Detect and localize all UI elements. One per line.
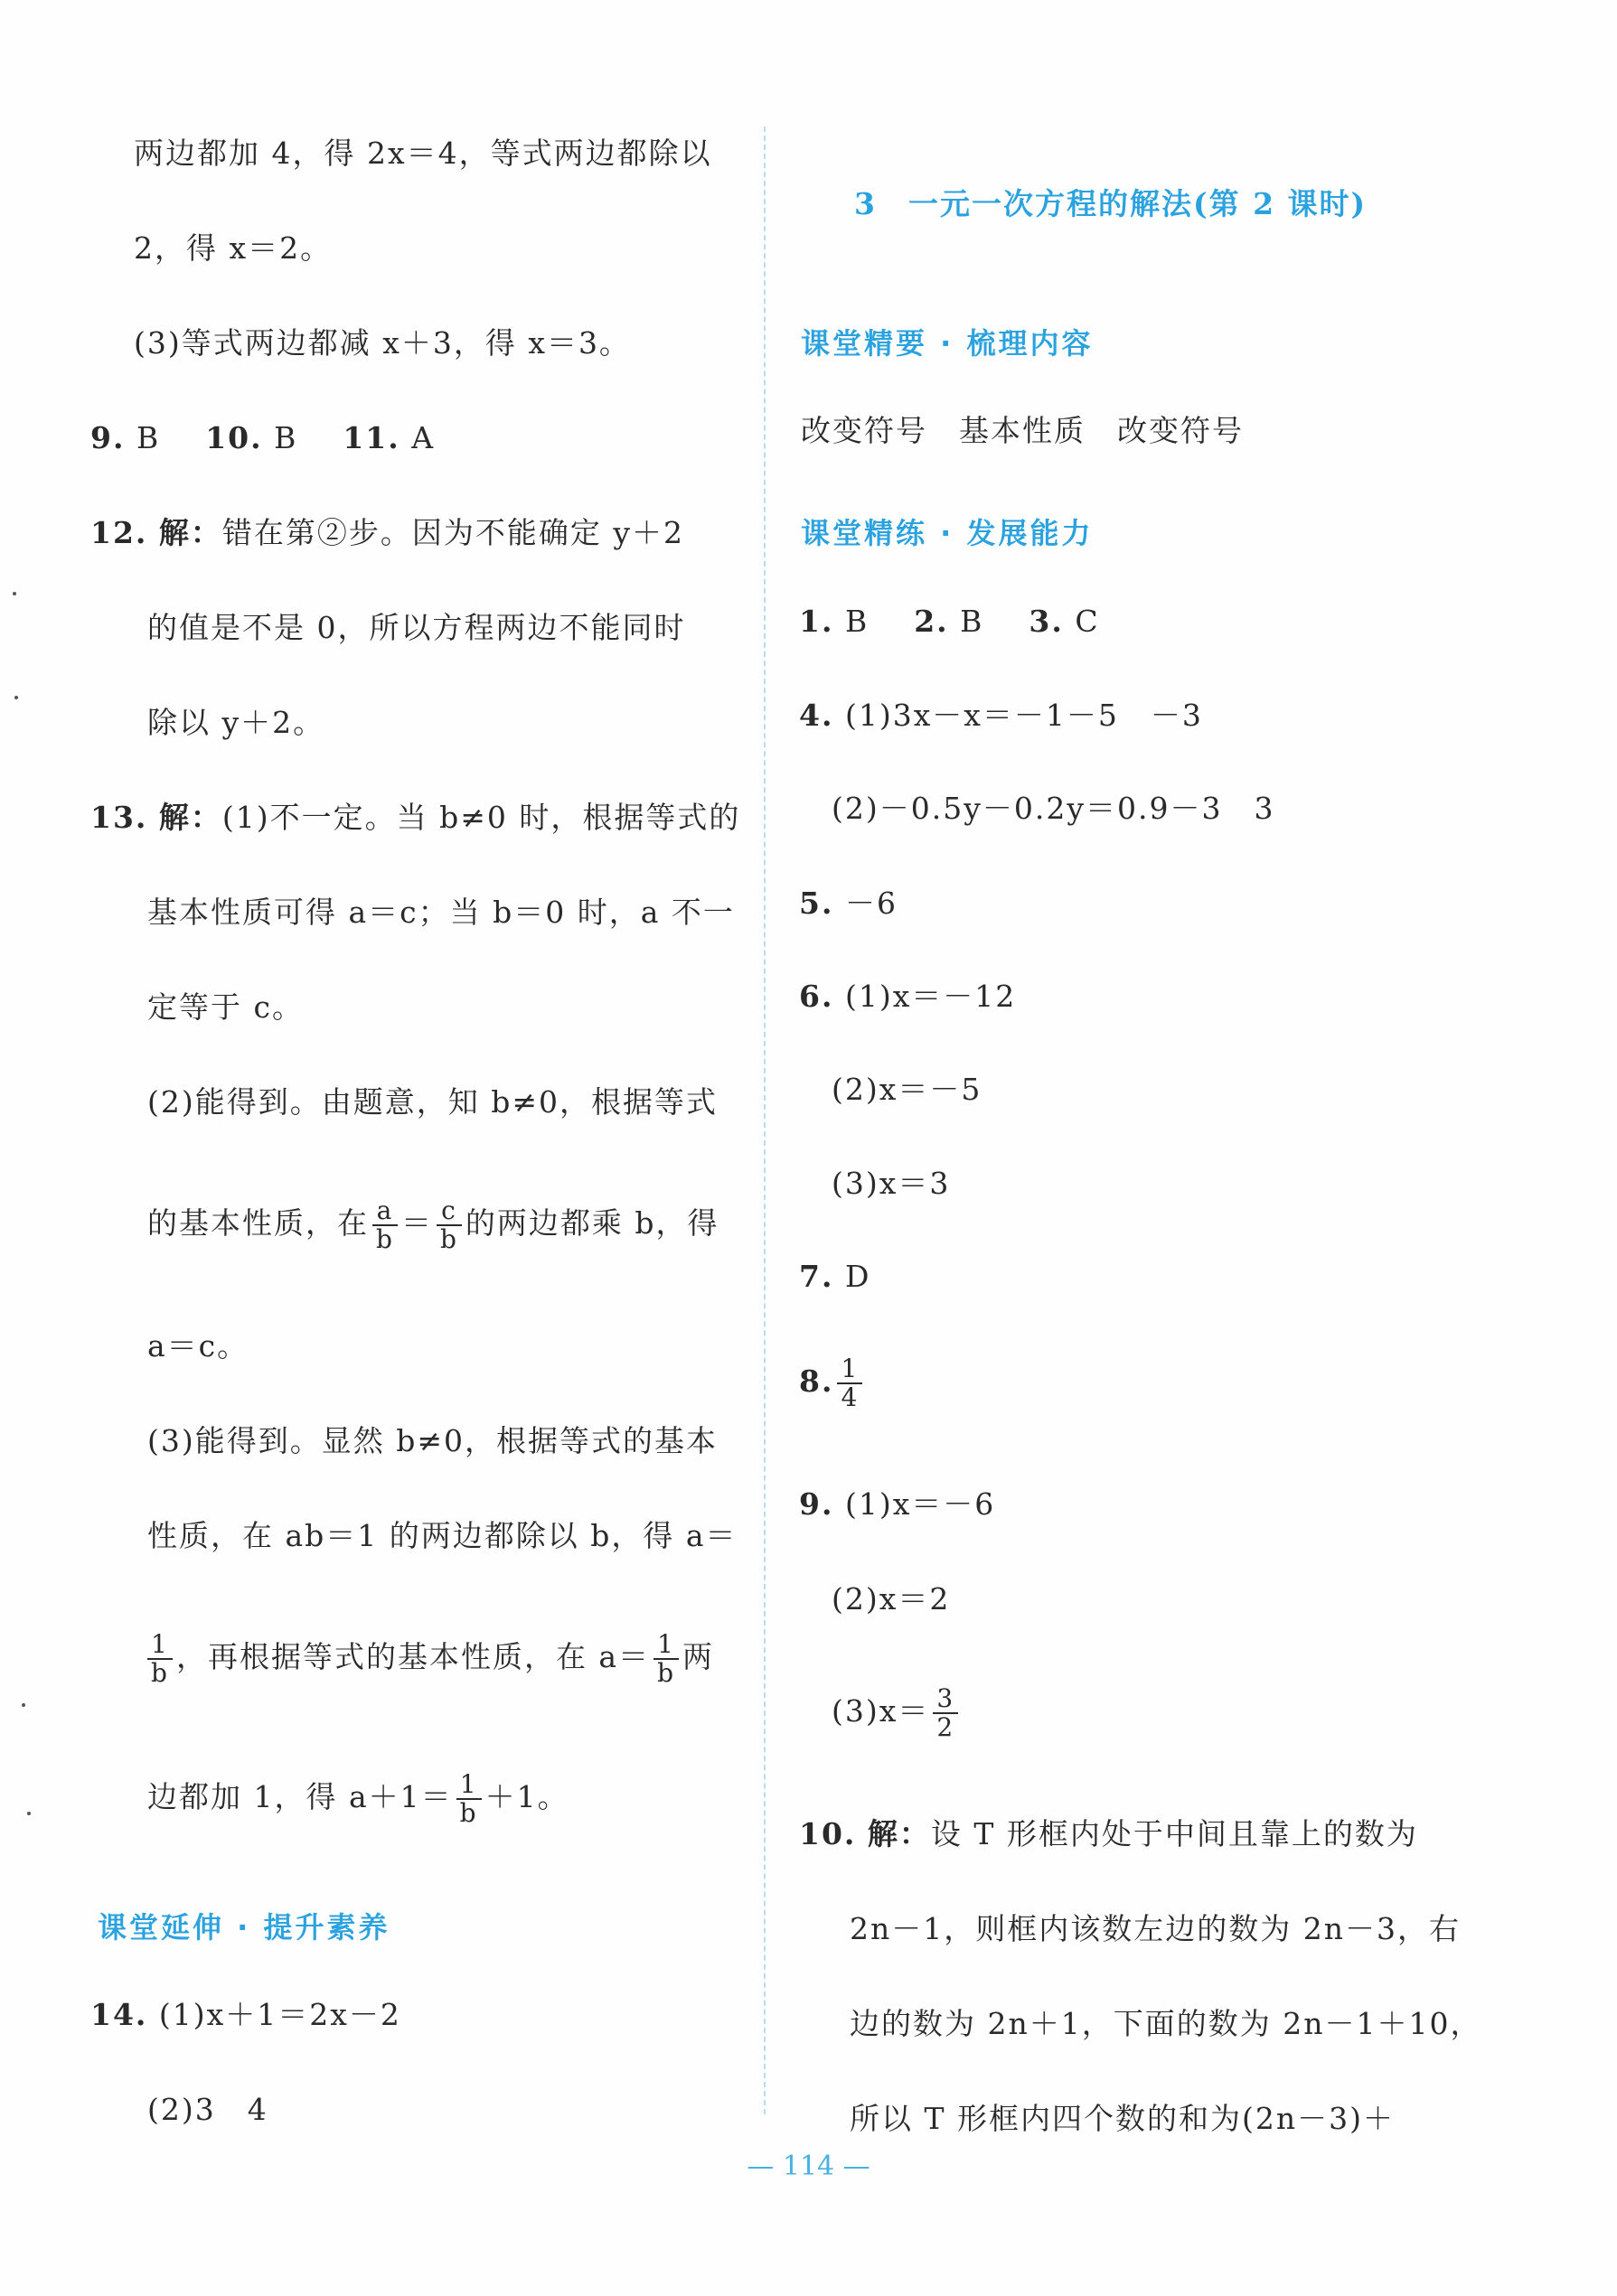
question-5 bbox=[799, 886, 898, 922]
key-answers: 改变符号 基本性质 改变符号 bbox=[801, 413, 1244, 448]
text-line: a＝c。 bbox=[147, 1328, 249, 1364]
question-number: 10. bbox=[799, 1816, 857, 1851]
numerator: 1 bbox=[657, 1629, 675, 1659]
text-line: 定等于 c。 bbox=[147, 989, 304, 1025]
text-segment: (3)x＝ bbox=[832, 1693, 930, 1729]
question-4 bbox=[799, 698, 1203, 734]
question-number: 4. bbox=[799, 698, 834, 733]
text-segment: 的两边都乘 b，得 bbox=[465, 1205, 719, 1241]
scan-speck bbox=[27, 1812, 31, 1815]
question-7 bbox=[799, 1259, 870, 1295]
text-line: (1)x＝－6 bbox=[844, 1486, 996, 1522]
question-number: 5. bbox=[799, 886, 834, 921]
numerator: a bbox=[376, 1195, 394, 1225]
question-number: 1. bbox=[799, 604, 834, 639]
question-number: 12. bbox=[90, 515, 148, 550]
text-line: (3)x＝3 bbox=[832, 1166, 951, 1201]
denominator: 4 bbox=[837, 1382, 862, 1411]
numerator: 1 bbox=[841, 1354, 860, 1383]
question-8 bbox=[799, 1355, 866, 1411]
text-line: 性质，在 ab＝1 的两边都除以 b，得 a＝ bbox=[147, 1518, 738, 1553]
question-number: 2. bbox=[914, 604, 949, 639]
text-line: 所以 T 形框内四个数的和为(2n－3)＋ bbox=[850, 2101, 1395, 2136]
text-line: 错在第②步。因为不能确定 y＋2 bbox=[221, 515, 685, 550]
scan-speck bbox=[14, 696, 18, 699]
solution-label: 解： bbox=[867, 1816, 931, 1851]
question-10 bbox=[799, 1816, 1418, 1852]
text-line: (3)等式两边都减 x＋3，得 x＝3。 bbox=[134, 325, 631, 361]
answer: B bbox=[136, 420, 161, 455]
text-line: 边的数为 2n＋1，下面的数为 2n－1＋10， bbox=[850, 2006, 1482, 2041]
denominator: b bbox=[653, 1658, 679, 1687]
question-number: 7. bbox=[799, 1259, 834, 1294]
answer: B bbox=[274, 420, 298, 455]
answer: B bbox=[960, 604, 984, 639]
denominator: 2 bbox=[933, 1712, 958, 1741]
denominator: b bbox=[437, 1224, 462, 1253]
denominator: b bbox=[147, 1658, 173, 1687]
question-6 bbox=[799, 979, 1016, 1015]
text-segment: 两 bbox=[682, 1639, 715, 1674]
text-line: 除以 y＋2。 bbox=[147, 705, 325, 740]
numerator: c bbox=[441, 1195, 457, 1225]
fraction bbox=[372, 1197, 398, 1253]
lesson-title: 3 一元一次方程的解法(第 2 课时) bbox=[854, 186, 1368, 221]
text-line: (2)－0.5y－0.2y＝0.9－3 3 bbox=[832, 791, 1275, 826]
question-number: 9. bbox=[799, 1486, 834, 1522]
text-segment: 边都加 1，得 a＋1＝ bbox=[147, 1779, 453, 1814]
solution-label: 解： bbox=[158, 515, 222, 550]
section-header-extend: 课堂延伸 · 提升素养 bbox=[98, 1910, 390, 1945]
fraction bbox=[456, 1771, 482, 1827]
text-line: (2)3 4 bbox=[147, 2092, 268, 2127]
text-line: 两边都加 4，得 2x＝4，等式两边都除以 bbox=[134, 136, 712, 171]
answer: －6 bbox=[844, 886, 898, 921]
text-segment: ＝ bbox=[400, 1205, 433, 1241]
answers-1-3 bbox=[799, 604, 1100, 640]
text-line: 设 T 形框内处于中间且靠上的数为 bbox=[930, 1816, 1418, 1851]
fraction bbox=[837, 1355, 862, 1411]
text-line: 2n－1，则框内该数左边的数为 2n－3，右 bbox=[850, 1911, 1461, 1946]
text-line-with-fractions bbox=[147, 1197, 719, 1253]
fraction bbox=[653, 1631, 679, 1687]
question-number: 9. bbox=[90, 420, 126, 455]
scan-speck bbox=[22, 1703, 25, 1707]
text-line-with-fractions bbox=[147, 1771, 569, 1827]
text-line: (1)x＝－12 bbox=[844, 979, 1017, 1014]
answer: B bbox=[844, 604, 870, 639]
question-number: 3. bbox=[1029, 604, 1064, 639]
column-divider bbox=[764, 127, 766, 2114]
text-segment: ，再根据等式的基本性质，在 a＝ bbox=[175, 1639, 651, 1674]
text-line: (3)能得到。显然 b≠0，根据等式的基本 bbox=[147, 1423, 719, 1458]
page-number: — 114 — bbox=[747, 2151, 870, 2182]
question-number: 14. bbox=[90, 1997, 148, 2032]
section-header-practice: 课堂精练 · 发展能力 bbox=[801, 516, 1094, 550]
question-12 bbox=[90, 515, 684, 551]
text-line-with-fraction bbox=[832, 1685, 962, 1741]
denominator: b bbox=[372, 1224, 398, 1253]
answer: D bbox=[844, 1259, 871, 1294]
text-line: 基本性质可得 a＝c；当 b＝0 时，a 不一 bbox=[147, 895, 735, 930]
text-line: 的值是不是 0，所以方程两边不能同时 bbox=[147, 610, 686, 645]
question-number: 8. bbox=[799, 1364, 834, 1399]
text-line: (1)3x－x＝－1－5 －3 bbox=[844, 698, 1203, 733]
text-line: (2)能得到。由题意，知 b≠0，根据等式 bbox=[147, 1084, 719, 1120]
question-14 bbox=[90, 1997, 401, 2033]
question-9 bbox=[799, 1486, 995, 1523]
solution-label: 解： bbox=[158, 800, 222, 835]
text-line: (2)x＝2 bbox=[832, 1581, 951, 1617]
text-segment: 的基本性质，在 bbox=[147, 1205, 369, 1241]
answer: C bbox=[1075, 604, 1100, 639]
question-number: 11. bbox=[343, 420, 400, 455]
fraction bbox=[437, 1197, 462, 1253]
text-line: (1)x＋1＝2x－2 bbox=[158, 1997, 401, 2032]
fraction bbox=[933, 1685, 958, 1741]
answer: A bbox=[411, 420, 436, 455]
denominator: b bbox=[456, 1798, 482, 1827]
section-header-key: 课堂精要 · 梳理内容 bbox=[801, 326, 1094, 361]
question-number: 13. bbox=[90, 800, 148, 835]
text-line: (2)x＝－5 bbox=[832, 1072, 982, 1107]
fraction bbox=[147, 1631, 173, 1687]
numerator: 3 bbox=[936, 1683, 955, 1713]
numerator: 1 bbox=[459, 1769, 478, 1799]
text-line: 2，得 x＝2。 bbox=[134, 230, 333, 266]
text-line: (1)不一定。当 b≠0 时，根据等式的 bbox=[221, 800, 741, 835]
numerator: 1 bbox=[151, 1629, 169, 1659]
question-number: 6. bbox=[799, 979, 834, 1014]
text-line-with-fractions bbox=[147, 1631, 714, 1687]
text-segment: ＋1。 bbox=[484, 1779, 569, 1814]
question-number: 10. bbox=[205, 420, 263, 455]
question-13 bbox=[90, 800, 740, 836]
scan-speck bbox=[13, 592, 16, 595]
answers-9-11 bbox=[90, 420, 435, 456]
